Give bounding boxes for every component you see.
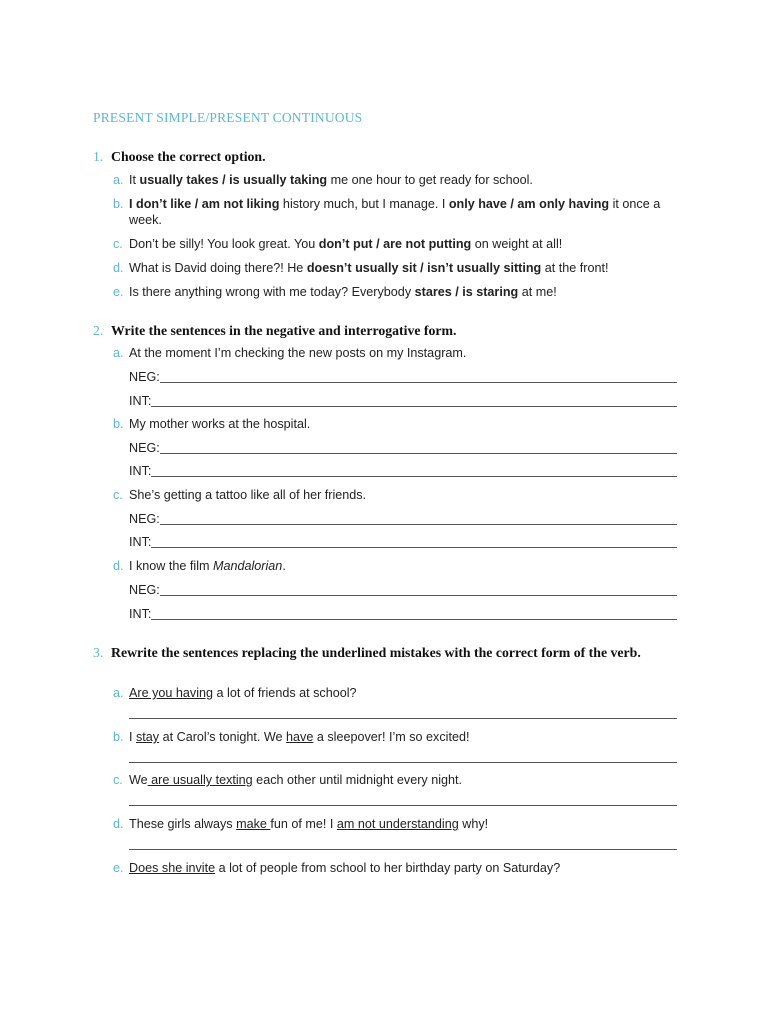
underlined-mistake: are usually texting — [147, 773, 253, 787]
list-item — [113, 260, 683, 276]
section-heading-text: Rewrite the sentences replacing the underlined mistakes with the correct form of the verb. — [111, 645, 641, 660]
item-letter: a. — [113, 686, 124, 700]
item-text — [129, 772, 683, 788]
int-label: INT: — [129, 607, 152, 621]
text-run: a lot of people from school to her birthday party on Saturday? — [215, 861, 561, 875]
neg-label: NEG: — [129, 441, 160, 455]
option-choice: stares / is staring — [414, 285, 519, 299]
list-item — [113, 772, 683, 788]
text-run: why! — [458, 817, 489, 831]
item-letter: e. — [113, 861, 124, 875]
section-heading-text: Choose the correct option. — [111, 149, 266, 164]
item-text — [129, 284, 683, 300]
text-run: We — [129, 773, 148, 787]
worksheet-title: PRESENT SIMPLE/PRESENT CONTINUOUS — [93, 110, 363, 125]
text-run: I know the film — [129, 559, 213, 573]
option-choice: only have / am only having — [448, 197, 610, 211]
text-run: a sleepover! I’m so excited! — [313, 730, 470, 744]
text-run: me one hour to get ready for school. — [327, 173, 533, 187]
section-number: 1. — [93, 149, 104, 164]
text-run: on weight at all! — [471, 237, 563, 251]
item-letter: d. — [113, 261, 124, 275]
answer-line[interactable] — [129, 805, 677, 806]
section-number: 3. — [93, 645, 104, 660]
text-run: What is David doing there?! He — [129, 261, 307, 275]
list-item — [113, 196, 683, 228]
section-3-heading — [93, 644, 683, 661]
int-answer-line[interactable] — [129, 534, 677, 550]
int-answer-line[interactable] — [129, 463, 677, 479]
text-run: These girls always — [129, 817, 237, 831]
text-run: fun of me! I — [270, 817, 337, 831]
int-answer-line[interactable] — [129, 606, 677, 622]
list-item — [113, 345, 683, 361]
item-text — [129, 685, 683, 701]
item-letter: c. — [113, 773, 123, 787]
item-text — [129, 860, 683, 876]
answer-blank[interactable] — [151, 395, 677, 407]
text-run: each other until midnight every night. — [252, 773, 463, 787]
option-choice: I don’t like / am not liking — [129, 197, 280, 211]
item-letter: c. — [113, 237, 123, 251]
item-letter: b. — [113, 417, 124, 431]
answer-line[interactable] — [129, 762, 677, 763]
neg-answer-line[interactable] — [129, 369, 677, 385]
item-text — [129, 260, 683, 276]
text-run: . — [282, 559, 286, 573]
underlined-mistake: have — [286, 730, 314, 744]
text-run: It — [129, 173, 140, 187]
underlined-mistake: make — [236, 817, 271, 831]
item-letter: a. — [113, 173, 124, 187]
text-run: at me! — [518, 285, 557, 299]
list-item — [113, 816, 683, 832]
section-1 — [93, 148, 683, 299]
item-letter: e. — [113, 285, 124, 299]
text-run: I — [129, 730, 136, 744]
list-item — [113, 558, 683, 574]
section-1-heading — [93, 148, 683, 165]
option-choice: doesn’t usually sit / isn’t usually sitting — [306, 261, 542, 275]
item-letter: a. — [113, 346, 124, 360]
answer-line[interactable] — [129, 718, 677, 719]
text-run: it once a week. — [129, 197, 661, 227]
item-text — [129, 729, 683, 745]
answer-blank[interactable] — [160, 442, 677, 454]
item-letter: b. — [113, 730, 124, 744]
answer-line[interactable] — [129, 849, 677, 850]
item-letter: d. — [113, 817, 124, 831]
int-label: INT: — [129, 464, 152, 478]
neg-label: NEG: — [129, 370, 160, 384]
neg-answer-line[interactable] — [129, 582, 677, 598]
item-text: At the moment I’m checking the new posts on my Instagram. — [129, 346, 467, 360]
answer-blank[interactable] — [151, 536, 677, 548]
item-text: She’s getting a tattoo like all of her friends. — [129, 488, 367, 502]
answer-blank[interactable] — [151, 608, 677, 620]
text-run: Don’t be silly! You look great. You — [129, 237, 319, 251]
neg-label: NEG: — [129, 512, 160, 526]
text-run: at Carol’s tonight. We — [159, 730, 287, 744]
list-item — [113, 236, 683, 252]
option-choice: usually takes / is usually taking — [139, 173, 328, 187]
item-text — [129, 196, 683, 228]
neg-answer-line[interactable] — [129, 511, 677, 527]
list-item — [113, 487, 683, 503]
answer-blank[interactable] — [160, 584, 677, 596]
list-item — [113, 860, 683, 876]
item-letter: d. — [113, 559, 124, 573]
answer-blank[interactable] — [151, 465, 677, 477]
item-text — [129, 816, 683, 832]
item-text — [129, 558, 683, 574]
text-run: at the front! — [541, 261, 609, 275]
item-text — [129, 172, 683, 188]
underlined-mistake: Does she invite — [129, 861, 216, 875]
item-text: My mother works at the hospital. — [129, 417, 311, 431]
list-item — [113, 416, 683, 432]
list-item — [113, 685, 683, 701]
item-letter: b. — [113, 197, 124, 211]
film-title: Mandalorian — [213, 559, 283, 573]
underlined-mistake: stay — [136, 730, 160, 744]
text-run: a lot of friends at school? — [213, 686, 357, 700]
int-answer-line[interactable] — [129, 393, 677, 409]
section-2-heading — [93, 322, 683, 339]
list-item — [113, 172, 683, 188]
underlined-mistake: am not understanding — [336, 817, 459, 831]
neg-answer-line[interactable] — [129, 440, 677, 456]
list-item — [113, 284, 683, 300]
section-2 — [93, 322, 683, 621]
item-letter: c. — [113, 488, 123, 502]
text-run: Is there anything wrong with me today? Everybody — [129, 285, 415, 299]
section-3 — [93, 644, 683, 875]
answer-blank[interactable] — [160, 371, 677, 383]
int-label: INT: — [129, 394, 152, 408]
neg-label: NEG: — [129, 583, 160, 597]
underlined-mistake: Are you having — [129, 686, 214, 700]
answer-blank[interactable] — [160, 513, 677, 525]
text-run: history much, but I manage. I — [279, 197, 449, 211]
section-number: 2. — [93, 323, 104, 338]
section-heading-text: Write the sentences in the negative and interrogative form. — [111, 323, 457, 338]
int-label: INT: — [129, 535, 152, 549]
list-item — [113, 729, 683, 745]
option-choice: don’t put / are not putting — [318, 237, 472, 251]
item-text — [129, 236, 683, 252]
